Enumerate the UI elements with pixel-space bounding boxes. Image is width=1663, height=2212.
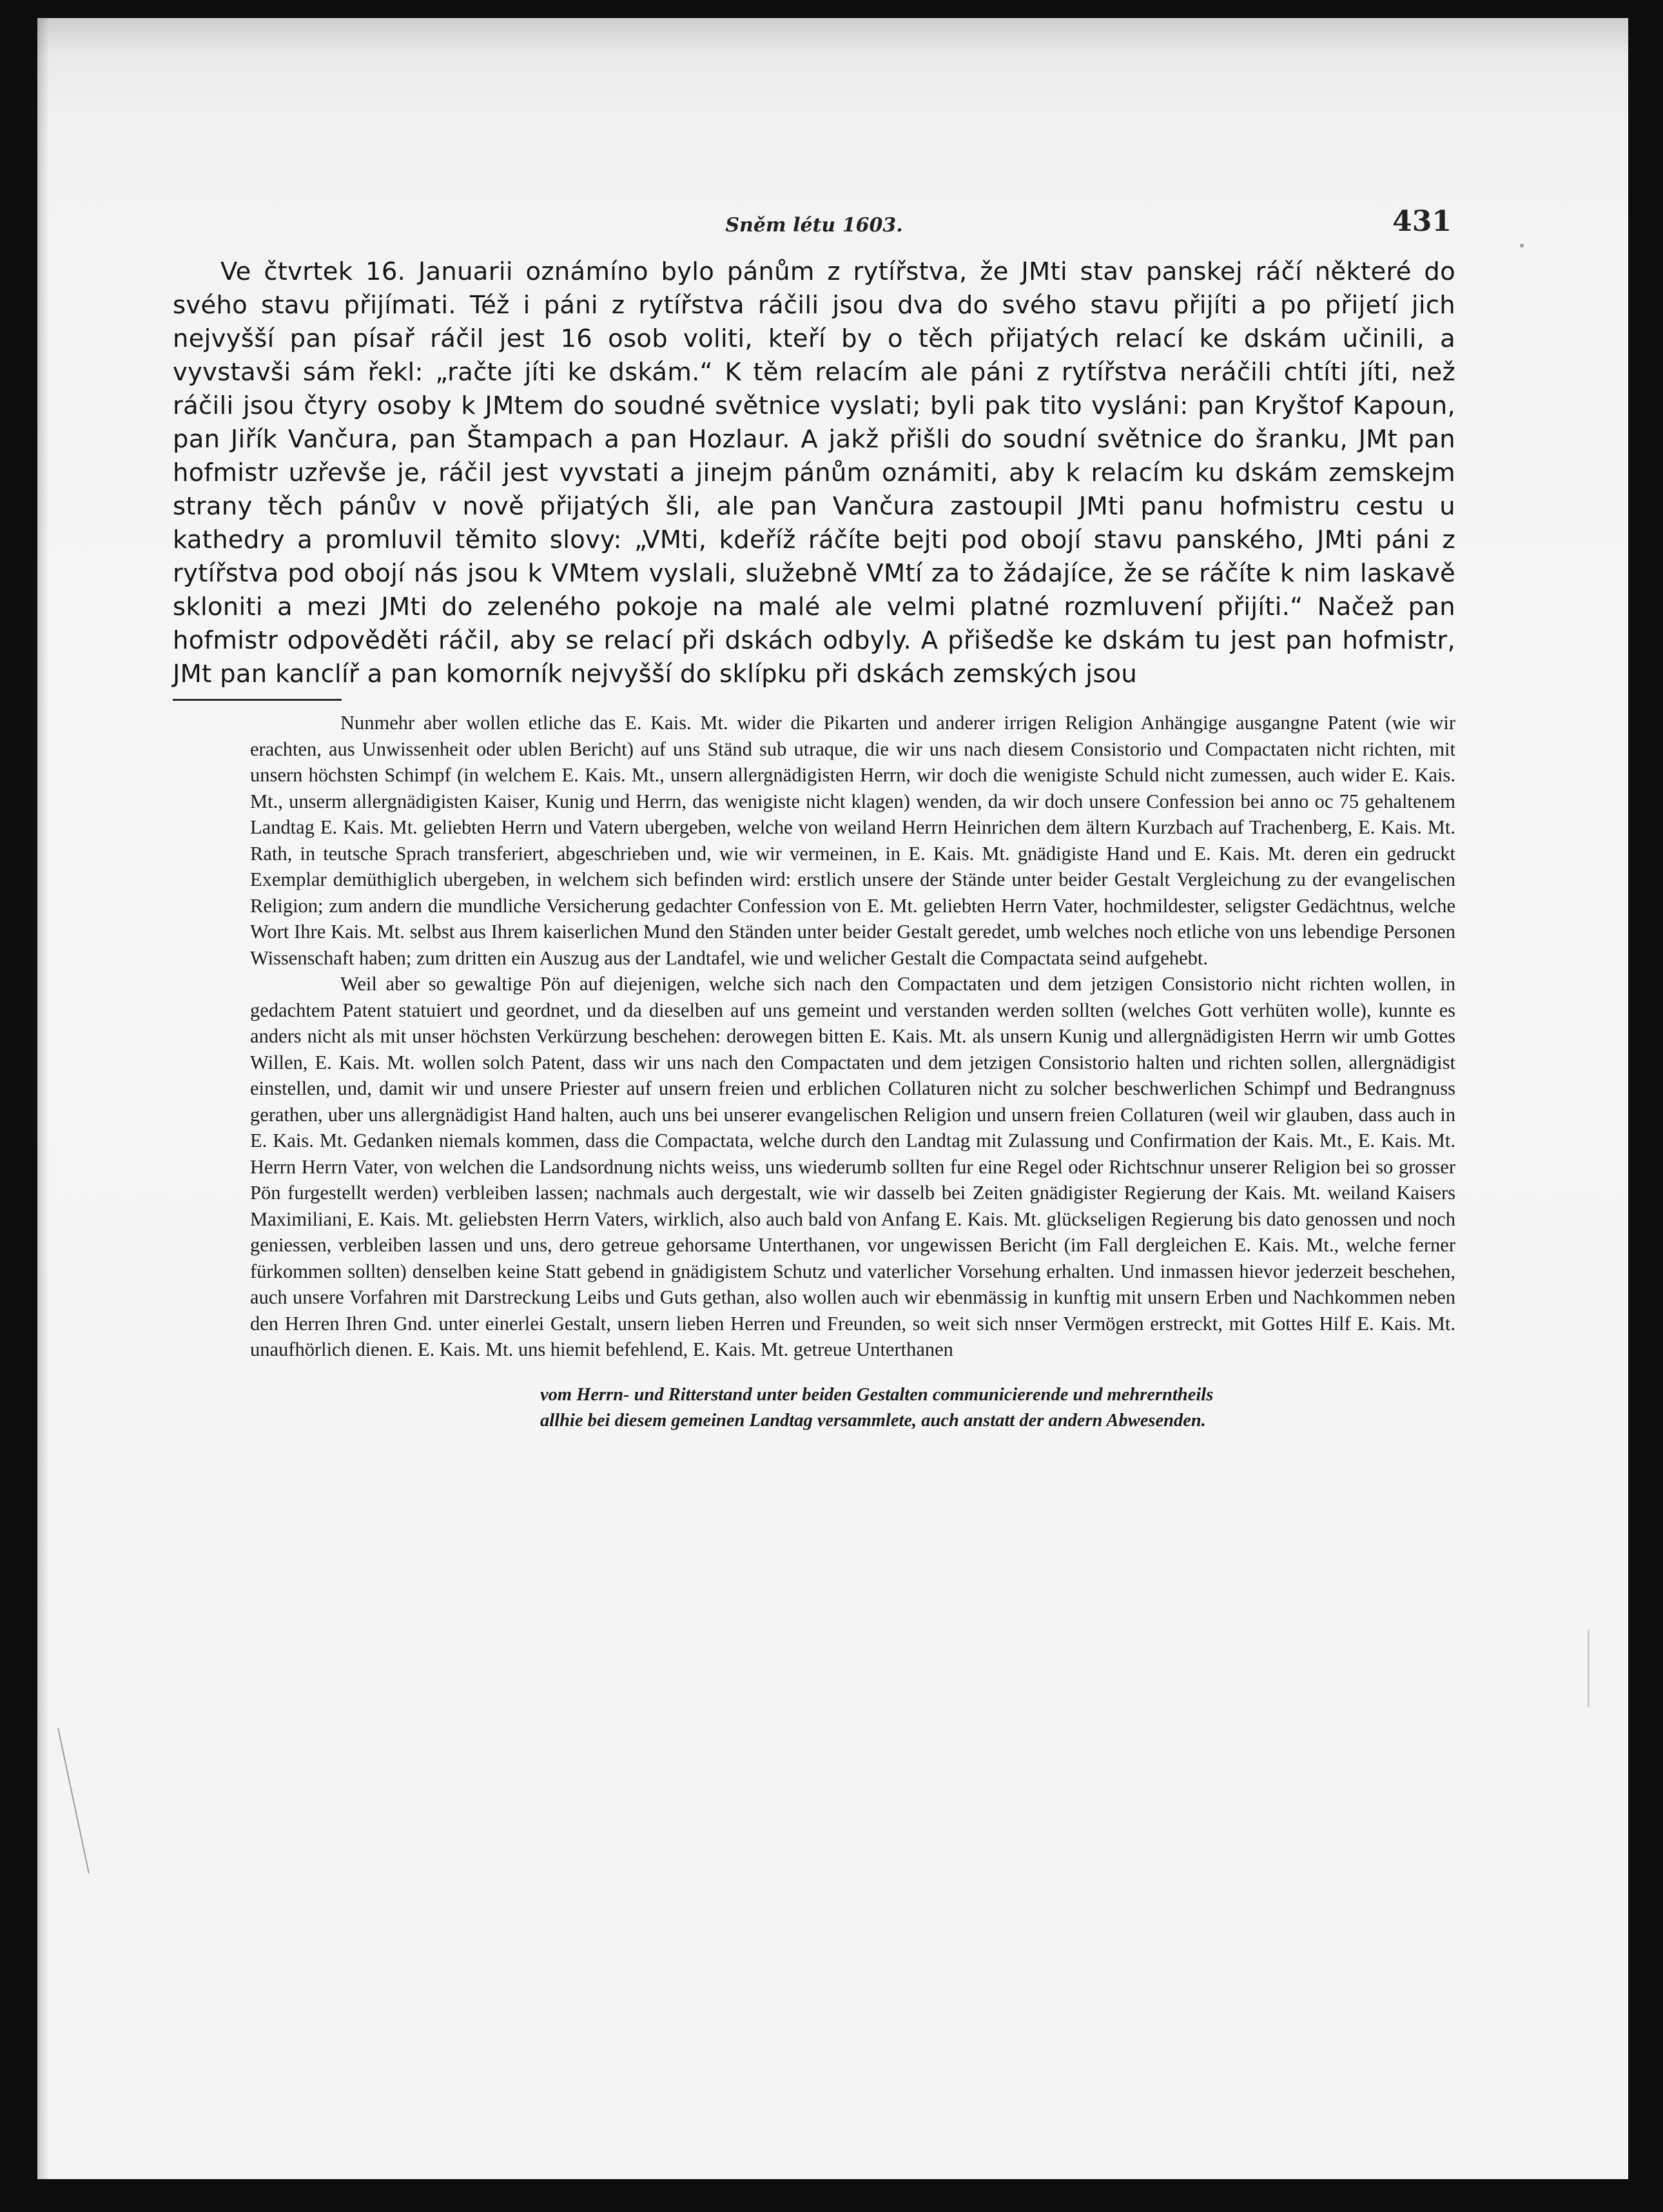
scan-scratch — [57, 1728, 90, 1873]
page-header — [173, 199, 1455, 250]
footnote-paragraph-2: Weil aber so gewaltige Pön auf diejenigen, welche sich nach den Compactaten und dem jetzigen Consistorio nicht richten wollen, in gedachtem Patent statuiert und geordnet, und da dieselben auf uns gemeint und verstanden werden sollten (welches Gott verhüten wolle), kunnte es anders nicht als mit unser höchsten Verkürzung beschehen: derowegen bitten E. Kais. Mt. als unsern Kunig und allergnädigisten Herrn wir umb Gottes Willen, E. Kais. Mt. wollen solch Patent, dass wir uns nach den Compactaten und dem jetzigen Consistorio halten und richten sollen, allergnädigist einstellen, und, damit wir und unsere Priester auf unsern freien und erblichen Collaturen nicht zu solcher beschwerlichen Schimpf und Bedrangnuss gerathen, uber uns allergnädigist Hand halten, auch uns bei unserer evangelischen Religion und unsern freien Collaturen (weil wir glauben, dass auch in E. Kais. Mt. Gedanken niemals kommen, dass die Compactata, welche durch den Landtag mit Zulassung und Confirmation der Kais. Mt., E. Kais. Mt. Herrn Herrn Vater, von welchen die Landsordnung nichts weiss, uns wiederumb sollten fur eine Regel oder Richtschnur unserer Religion bei so grosser Pön furgestellt werden) verbleiben lassen; nachmals auch dergestalt, wie wir dasselb bei Zeiten gnädigister Regierung der Kais. Mt. weiland Kaisers Maximiliani, E. Kais. Mt. geliebsten Herrn Vaters, wirklich, also auch bald von Anfang E. Kais. Mt. glückseligen Regierung bis dato genossen und noch geniessen, verbleiben lassen und uns, dero getreue gehorsame Unterthanen, vor ungewissen Bericht (im Fall dergleichen E. Kais. Mt., welche ferner fürkommen sollten) denselben keine Statt gebend in gnädigistem Schutz und vaterlicher Vorsehung erhalten. Und inmassen hievor jederzeit beschehen, auch unsere Vorfahren mit Darstreckung Leibs und Guts gethan, also wollen auch wir ebenmässig in kunftig mit unsern Erben und Nachkommen neben den Herren Ihren Gnd. unter einerlei Gestalt, unsern lieben Herren und Freunden, so weit sich nnser Vermögen erstreckt, mit Gottes Hilf E. Kais. Mt. unaufhörlich dienen. E. Kais. Mt. uns hiemit befehlend, E. Kais. Mt. getreue Unterthanen — [250, 973, 1455, 1360]
signature-line-2: allhie bei diesem gemeinen Landtag versammlete, auch anstatt der andern Abwesenden. — [540, 1410, 1206, 1431]
signature-line-1: vom Herrn- und Ritterstand unter beiden Gestalten communicierende und mehrerntheils — [540, 1384, 1214, 1405]
scan-speck — [1520, 244, 1524, 248]
main-paragraph: Ve čtvrtek 16. Januarii oznámíno bylo pánům z rytířstva, že JMti stav panskej ráčí některé do svého stavu přijímati. Též i páni z rytířstva ráčili jsou dva do svého stavu přijíti a po přijetí jich nejvyšší pan písař ráčil jest 16 osob voliti, kteří by o těch přijatých relací ke dskám učinili, a vyvstavši sám řekl: „račte jíti ke dskám.“ K těm relacím ale páni z rytířstva neráčili chtíti jíti, než ráčili jsou čtyry osoby k JMtem do soudné světnice vyslati; byli pak tito vysláni: pan Kryštof Kapoun, pan Jiřík Vančura, pan Štampach a pan Hozlaur. A jakž přišli do soudní světnice do šranku, JMt pan hofmistr uzřevše je, ráčil jest vyvstati a jinejm pánům oznámiti, aby k relacím ku dskám zemskejm strany těch pánův v nově přijatých šli, ale pan Vančura zastoupil JMti panu hofmistru cestu u kathedry a promluvil těmito slovy: „VMti, kdeříž ráčíte bejti pod obojí stavu panského, JMti páni z rytířstva pod obojí nás jsou k VMtem vyslali, služebně VMtí za to žádajíce, že se ráčíte k nim laskavě skloniti a mezi JMti do zeleného pokoje na malé ale velmi platné rozmluvení přijíti.“ Načež pan hofmistr odpověděti ráčil, aby se relací při dskách odbyly. A přišedše ke dskám tu jest pan hofmistr, JMt pan kanclíř a pan komorník nejvyšší do sklípku při dskách zemských jsou — [173, 257, 1455, 689]
scanned-page — [37, 18, 1628, 2179]
scan-top-shadow — [37, 18, 1628, 57]
scan-speck — [1588, 1630, 1590, 1707]
footnote-signature — [540, 1382, 1455, 1434]
page-content — [173, 199, 1455, 1434]
footnote-paragraph-1: Nunmehr aber wollen etliche das E. Kais. Mt. wider die Pikarten und anderer irrigen Religion Anhängige ausgangne Patent (wie wir erachten, aus Unwissenheit oder ublen Bericht) auf uns Ständ sub utraque, die wir uns nach diesem Consistorio und Compactaten nicht richten, mit unsern höchsten Schimpf (in welchem E. Kais. Mt., unsern allergnädigisten Herrn, wir doch die wenigiste Schuld nicht zumessen, auch wider E. Kais. Mt., unserm allergnädigisten Kaiser, Kunig und Herrn, das wenigiste nicht klagen) wenden, da wir doch unsere Confession bei anno oc 75 gehaltenem Landtag E. Kais. Mt. geliebten Herrn und Vatern ubergeben, welche von weiland Herrn Heinrichen dem ältern Kurzbach auf Trachenberg, E. Kais. Mt. Rath, in teutsche Sprach transferiert, abgeschrieben und, wie wir vermeinen, in E. Kais. Mt. gnädigiste Hand und E. Kais. Mt. deren ein gedruckt Exemplar demüthiglich ubergeben, in welchem sich befinden wird: erstlich unsere der Stände unter beider Gestalt Vergleichung zu der evangelischen Religion; zum andern die mundliche Versicherung gedachter Confession von E. Mt. geliebten Herrn Vater, hochmildester, seligster Gedächtnus, welche Wort Ihre Kais. Mt. selbst aus Ihrem kaiserlichen Mund den Ständen unter beider Gestalt geredet, umb welches noch etliche von uns lebendige Personen Wissenschaft haben; zum dritten ein Auszug aus der Landtafel, wie und welicher Gestalt die Compactata seind aufgehebt. — [250, 712, 1455, 969]
page-number: 431 — [1392, 205, 1452, 238]
running-title: Sněm létu 1603. — [725, 214, 903, 237]
scan-left-shadow — [37, 18, 49, 2179]
footnote-separator — [173, 699, 342, 701]
